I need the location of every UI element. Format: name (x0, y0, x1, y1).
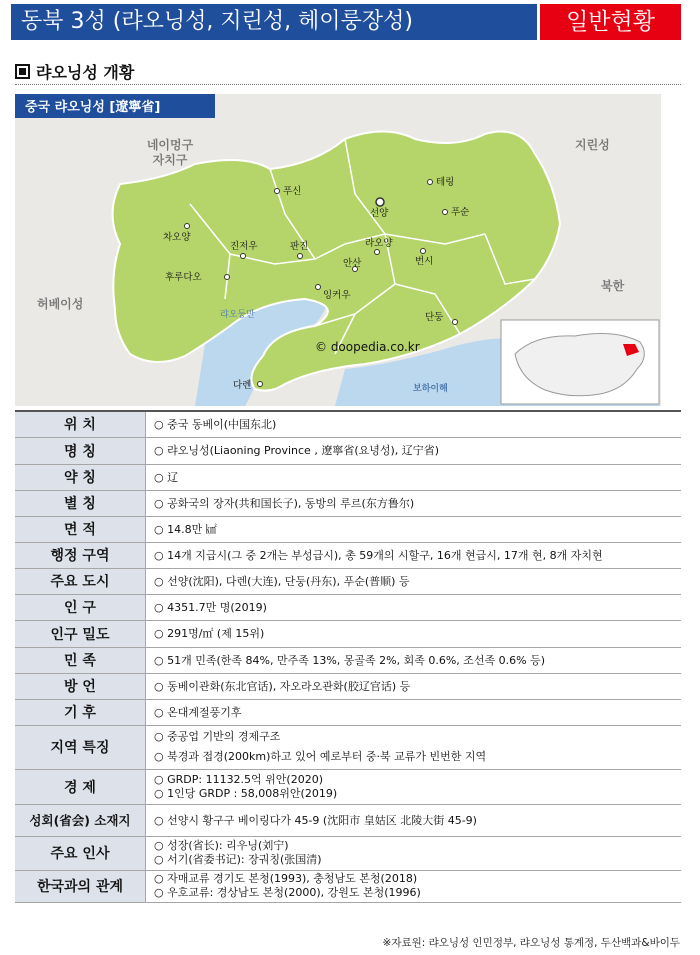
city-dot-dalian (258, 382, 263, 387)
neighbor-inner-mongolia-line1: 네이멍구 (146, 138, 194, 152)
city-huludao: 후루다오 (165, 272, 202, 283)
city-dot-chaoyang (185, 224, 190, 229)
sea-bohai: 보하이해 (413, 384, 448, 394)
row-value (146, 836, 682, 870)
sea-liaodong-bay: 랴오둥만 (220, 310, 255, 320)
city-panjin: 판진 (290, 241, 309, 252)
row-label: 민 족 (15, 647, 146, 673)
city-fushun: 푸순 (451, 207, 470, 218)
city-dot-jinzhou (241, 254, 246, 259)
map-banner: 중국 랴오닝성 [遼寧省] (25, 100, 161, 115)
city-shenyang: 선양 (370, 208, 389, 219)
city-jinzhou: 진저우 (230, 241, 258, 252)
row-value (146, 464, 682, 490)
row-value (146, 594, 682, 620)
province-map (15, 94, 661, 406)
row-value (146, 516, 682, 542)
table-row (15, 464, 681, 490)
row-label: 명 칭 (15, 437, 146, 464)
map-svg (15, 94, 661, 406)
row-value (146, 769, 682, 804)
watermark: © doopedia.co.kr (315, 340, 420, 354)
row-label: 주요 인사 (15, 836, 146, 870)
row-label: 지역 특징 (15, 725, 146, 769)
row-value (146, 647, 682, 673)
divider (15, 84, 681, 85)
table-row (15, 542, 681, 568)
row-value-line: ○ 14개 지급시(그 중 2개는 부성급시), 총 59개의 시할구, 16개 현급시, 17개 현, 8개 자치현 (154, 548, 603, 562)
row-value-line: ○ 선양시 황구구 베이링다가 45-9 (沈阳市 皇姑区 北陵大街 45-9) (154, 813, 477, 827)
row-value-line: ○ GRDP: 11132.5억 위안(2020) (154, 772, 324, 786)
table-row (15, 594, 681, 620)
row-value-line: ○ 북경과 접경(200km)하고 있어 예로부터 중·북 교류가 빈번한 지역 (154, 750, 487, 763)
neighbor-hebei: 허베이성 (37, 297, 84, 311)
table-row (15, 699, 681, 725)
row-label: 성회(省会) 소재지 (15, 804, 146, 836)
row-value (146, 870, 682, 902)
row-value (146, 725, 682, 769)
row-value-line: ○ 1인당 GRDP : 58,008위안(2019) (154, 786, 338, 800)
city-dot-panjin (298, 254, 303, 259)
square-bullet-icon (15, 64, 30, 79)
row-value-line: ○ 선양(沈阳), 다렌(大连), 단둥(丹东), 푸순(普顺) 등 (154, 574, 410, 588)
city-anshan: 안산 (343, 258, 362, 269)
city-dot-dandong (453, 320, 458, 325)
row-value (146, 437, 682, 464)
row-value (146, 490, 682, 516)
neighbor-north-korea: 북한 (601, 279, 625, 293)
page-title: 동북 3성 (랴오닝성, 지린성, 헤이룽장성) (11, 4, 537, 40)
row-label: 약 칭 (15, 464, 146, 490)
table-row (15, 437, 681, 464)
section-badge: 일반현황 (540, 4, 681, 40)
table-row (15, 516, 681, 542)
row-label: 방 언 (15, 673, 146, 699)
row-value-line: ○ 51개 민족(한족 84%, 만주족 13%, 몽골족 2%, 회족 0.6%, 조선족 0.6% 등) (154, 653, 546, 667)
row-label: 면 적 (15, 516, 146, 542)
row-value-line: ○ 서기(省委书记): 장궈칭(张国清) (154, 853, 322, 866)
table-row (15, 725, 681, 769)
row-label: 행정 구역 (15, 542, 146, 568)
row-label: 기 후 (15, 699, 146, 725)
row-value-line: ○ 동베이관화(东北官话), 자오라오관화(胶辽官话) 등 (154, 679, 411, 693)
row-value (146, 411, 682, 437)
row-value (146, 673, 682, 699)
row-label: 인 구 (15, 594, 146, 620)
table-row (15, 804, 681, 836)
row-value-line: ○ 291명/㎡ (제 15위) (154, 627, 265, 640)
city-chaoyang: 차오양 (163, 232, 191, 243)
table-row (15, 870, 681, 902)
row-value-line: ○ 14.8만 ㎢ (154, 522, 217, 536)
row-label: 별 칭 (15, 490, 146, 516)
city-dandong: 단둥 (425, 312, 444, 323)
city-dot-huludao (225, 275, 230, 280)
city-liaoyang: 라오양 (365, 238, 393, 249)
table-row (15, 568, 681, 594)
table-row (15, 673, 681, 699)
table-row (15, 411, 681, 437)
city-benxi: 번시 (415, 256, 434, 267)
row-value-line: ○ 4351.7만 명(2019) (154, 600, 267, 614)
source-note: ※자료원: 랴오닝성 인민정부, 랴오닝성 통계정, 두산백과&바이두 (382, 937, 680, 949)
table-row (15, 647, 681, 673)
city-yingkou: 잉커우 (323, 290, 351, 301)
city-dot-fushun (443, 210, 448, 215)
city-dot-yingkou (316, 285, 321, 290)
city-dot-fuxin (275, 189, 280, 194)
row-value-line: ○ 우호교류: 경상남도 본청(2000), 강원도 본청(1996) (154, 886, 421, 899)
section-heading-text: 랴오닝성 개황 (36, 63, 135, 82)
city-tieling: 테링 (436, 177, 455, 188)
city-dalian: 다롄 (233, 380, 252, 391)
row-label: 한국과의 관계 (15, 870, 146, 902)
row-label: 인구 밀도 (15, 620, 146, 647)
neighbor-inner-mongolia-line2: 자치구 (152, 153, 188, 167)
row-value-line: ○ 자매교류 경기도 본청(1993), 충청남도 본청(2018) (154, 872, 418, 885)
row-value-line: ○ 중국 동베이(中国东北) (154, 417, 277, 431)
row-value-line: ○ 성장(省长): 리우닝(刘宁) (154, 839, 289, 852)
section-heading (15, 60, 134, 83)
row-label: 주요 도시 (15, 568, 146, 594)
row-value (146, 542, 682, 568)
capital-dot-shenyang (376, 198, 384, 206)
row-value-line: ○ 辽 (154, 470, 179, 484)
row-value (146, 568, 682, 594)
row-label: 경 제 (15, 769, 146, 804)
row-label: 위 치 (15, 411, 146, 437)
table-row (15, 620, 681, 647)
table-row (15, 769, 681, 804)
row-value (146, 620, 682, 647)
row-value (146, 699, 682, 725)
row-value (146, 804, 682, 836)
table-row (15, 490, 681, 516)
city-dot-tieling (428, 180, 433, 185)
row-value-line: ○ 온대계절풍기후 (154, 705, 242, 719)
neighbor-jilin: 지린성 (575, 138, 610, 152)
table-row (15, 836, 681, 870)
city-fuxin: 푸신 (283, 186, 302, 197)
row-value-line: ○ 랴오닝성(Liaoning Province , 遼寧省(요녕성), 辽宁省) (154, 444, 440, 457)
row-value-line: ○ 중공업 기반의 경제구조 (154, 730, 281, 743)
city-dot-liaoyang (375, 250, 380, 255)
info-table (15, 410, 681, 903)
city-dot-benxi (421, 249, 426, 254)
row-value-line: ○ 공화국의 장자(共和国长子), 동방의 루르(东方鲁尔) (154, 496, 415, 510)
